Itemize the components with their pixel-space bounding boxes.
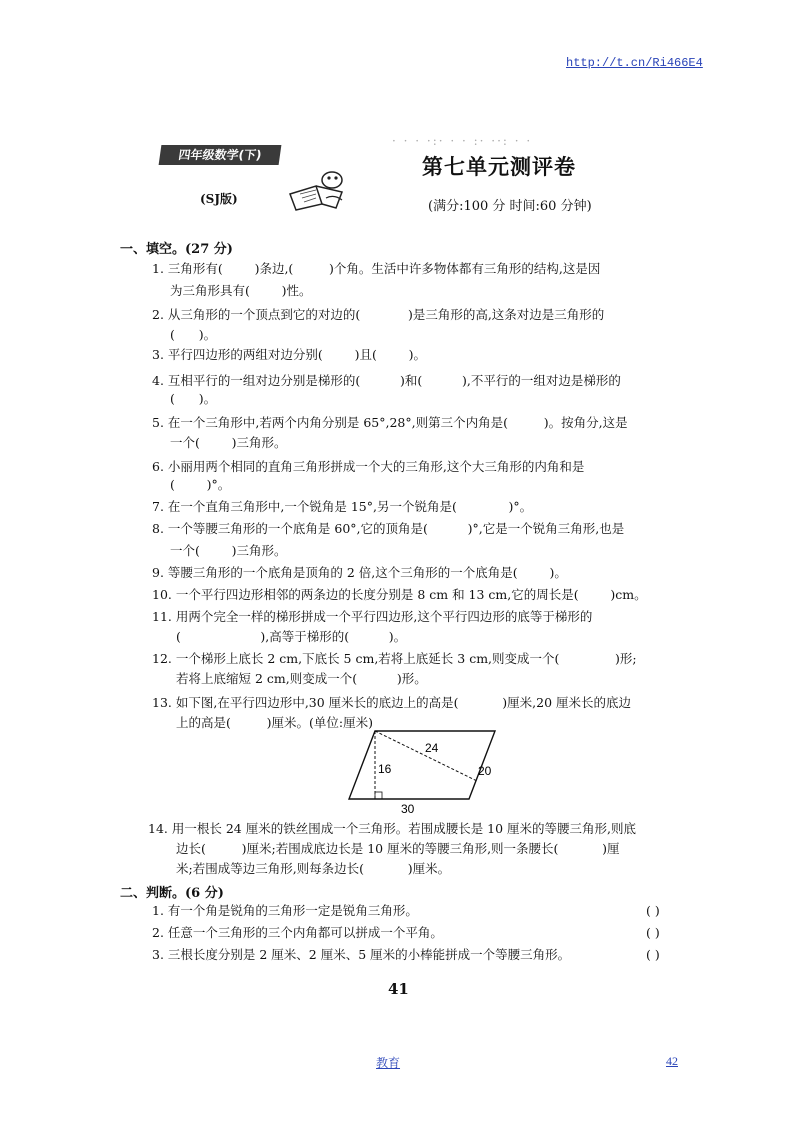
page-number: 41	[388, 980, 409, 998]
grade-badge: 四年级数学(下)	[159, 145, 282, 165]
question-line: 8. 一个等腰三角形的一个底角是 60°,它的顶角是( )°,它是一个锐角三角形,也是	[152, 521, 625, 536]
top-url-link[interactable]: http://t.cn/Ri466E4	[566, 56, 703, 70]
question-line: 若将上底缩短 2 cm,则变成一个( )形。	[176, 671, 427, 686]
section-heading-judge: 二、判断。(6 分)	[120, 886, 224, 901]
label-16: 16	[378, 762, 392, 776]
question-line: 上的高是( )厘米。(单位:厘米)	[176, 715, 373, 730]
parallelogram-shape	[349, 731, 495, 799]
book-cartoon-icon	[286, 164, 356, 212]
answer-blank: ( )	[646, 947, 660, 962]
question-line: 13. 如下图,在平行四边形中,30 厘米长的底边上的高是( )厘米,20 厘米长的底边	[152, 695, 631, 710]
question-line: 一个( )三角形。	[170, 543, 287, 558]
parallelogram-figure	[345, 727, 515, 817]
question-line: 10. 一个平行四边形相邻的两条边的长度分别是 8 cm 和 13 cm,它的周长是( )cm。	[152, 587, 647, 602]
question-line: ( )。	[170, 391, 217, 406]
question-line: 2. 从三角形的一个顶点到它的对边的( )是三角形的高,这条对边是三角形的	[152, 307, 605, 322]
question-line: 5. 在一个三角形中,若两个内角分别是 65°,28°,则第三个内角是( )。按角分,这是	[152, 415, 628, 430]
answer-blank: ( )	[646, 925, 660, 940]
question-line: 3. 平行四边形的两组对边分别( )且( )。	[152, 347, 426, 362]
question-line: 7. 在一个直角三角形中,一个锐角是 15°,另一个锐角是( )°。	[152, 499, 533, 514]
question-line: 6. 小丽用两个相同的直角三角形拼成一个大的三角形,这个大三角形的内角和是	[152, 459, 585, 474]
right-angle-mark	[375, 792, 382, 799]
judge-line: 3. 三根长度分别是 2 厘米、2 厘米、5 厘米的小棒能拼成一个等腰三角形。	[152, 947, 571, 962]
scan-noise: · · · ·:· · · :· ··: · ·	[392, 134, 533, 148]
label-24: 24	[425, 741, 439, 755]
question-line: 14. 用一根长 24 厘米的铁丝围成一个三角形。若围成腰长是 10 厘米的等腰三角形,则底	[148, 821, 637, 836]
answer-blank: ( )	[646, 903, 660, 918]
judge-line: 2. 任意一个三角形的三个内角都可以拼成一个平角。	[152, 925, 443, 940]
footer-link-page[interactable]: 42	[666, 1054, 678, 1068]
question-line: 1. 三角形有( )条边,( )个角。生活中许多物体都有三角形的结构,这是因	[152, 261, 601, 276]
section-heading-fill: 一、填空。(27 分)	[120, 242, 233, 257]
edition-label: (SJ版)	[200, 192, 238, 206]
question-line: ( )。	[170, 327, 217, 342]
page-title: 第七单元测评卷	[422, 154, 576, 179]
question-line: 边长( )厘米;若围成底边长是 10 厘米的等腰三角形,则一条腰长( )厘	[176, 841, 620, 856]
question-line: 为三角形具有( )性。	[170, 283, 312, 298]
label-30: 30	[401, 802, 415, 816]
question-line: 一个( )三角形。	[170, 435, 287, 450]
page-subtitle: (满分:100 分 时间:60 分钟)	[428, 199, 592, 214]
question-line: 9. 等腰三角形的一个底角是顶角的 2 倍,这个三角形的一个底角是( )。	[152, 565, 567, 580]
question-line: 11. 用两个完全一样的梯形拼成一个平行四边形,这个平行四边形的底等于梯形的	[152, 609, 593, 624]
question-line: ( )°。	[170, 477, 231, 492]
question-line: 12. 一个梯形上底长 2 cm,下底长 5 cm,若将上底延长 3 cm,则变成一个( )形;	[152, 651, 637, 666]
footer-link-education[interactable]: 教育	[376, 1056, 401, 1070]
question-line: 4. 互相平行的一组对边分别是梯形的( )和( ),不平行的一组对边是梯形的	[152, 373, 621, 388]
question-line: ( ),高等于梯形的( )。	[176, 629, 407, 644]
question-line: 米;若围成等边三角形,则每条边长( )厘米。	[176, 861, 451, 876]
judge-line: 1. 有一个角是锐角的三角形一定是锐角三角形。	[152, 903, 418, 918]
label-20: 20	[478, 764, 492, 778]
